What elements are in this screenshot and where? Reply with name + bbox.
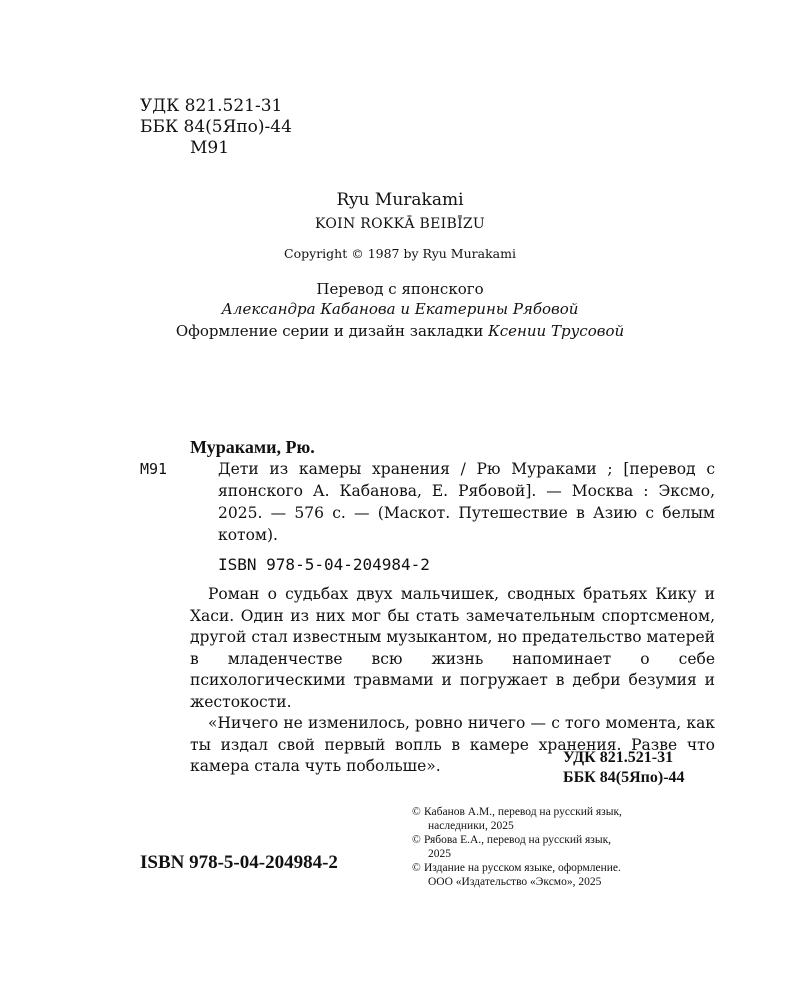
copyright-symbol: © [412, 806, 421, 818]
rights-item [412, 861, 712, 889]
copyright-symbol: © [412, 834, 421, 846]
rights-line: ООО «Издательство «Эксмо», 2025 [428, 876, 602, 888]
author-sign: М91 [190, 138, 230, 158]
copyright-notices [412, 805, 712, 889]
udk-bbk-block-bottom [563, 748, 685, 788]
rights-line: 2025 [428, 848, 451, 860]
card-description-block [140, 458, 715, 546]
isbn-bottom: ISBN 978-5-04-204984-2 [140, 852, 338, 873]
rights-line: наследники, 2025 [428, 820, 514, 832]
rights-item [412, 805, 712, 833]
design-label: Оформление серии и дизайн закладки [175, 322, 484, 340]
rights-line: Рябова Е.А., перевод на русский язык, [424, 834, 612, 846]
translators: Александра Кабанова и Екатерины Рябовой [221, 300, 579, 318]
card-author-heading: Мураками, Рю. [190, 437, 315, 457]
card-author-sign: М91 [140, 460, 168, 478]
card-description: Дети из камеры хранения / Рю Мураками ; [перевод с японского А. Кабанова, Е. Рябовой]. — Москва : Эксмо, 2025. — 576 с. — (Маскот. Путешествие в Азию с белым котом). [218, 460, 715, 544]
rights-line: Издание на русском языке, оформление. [424, 862, 621, 874]
udk-bbk-block-top [140, 96, 292, 159]
designer-name: Ксении Трусовой [488, 322, 625, 340]
card-isbn: ISBN 978-5-04-204984-2 [218, 555, 430, 574]
bbk-code: ББК 84(5Япо)-44 [140, 117, 292, 137]
rights-item [412, 833, 712, 861]
udk-code: УДК 821.521-31 [140, 96, 283, 116]
original-author: Ryu Murakami [336, 190, 464, 210]
translation-credit [0, 279, 800, 319]
udk-code-bottom: УДК 821.521-31 [563, 749, 674, 766]
catalog-card [140, 436, 715, 778]
annotation-quote: «Ничего не изменилось, ровно ничего — с того момента, как ты издал свой первый вопль в камере хранения. Разве что камера стала чуть побольше». [190, 714, 715, 775]
bbk-code-bottom: ББК 84(5Япо)-44 [563, 769, 685, 786]
translation-label: Перевод с японского [316, 280, 484, 298]
annotation-paragraph: Роман о судьбах двух мальчишек, сводных братьях Кику и Хаси. Один из них мог бы стать замечательным спортсменом, другой стал известным музыкантом, но предательство матерей в младенчестве всю жизнь напоминает о себе психологическими травмами и погружает в дебри безумия и жестокости. [190, 585, 715, 711]
rights-line: Кабанов А.М., перевод на русский язык, [424, 806, 622, 818]
design-credit [0, 322, 800, 340]
copyright-symbol: © [412, 862, 421, 874]
original-title: KOIN ROKKĀ BEIBĪZU [314, 216, 486, 232]
original-copyright: Copyright © 1987 by Ryu Murakami [284, 246, 516, 261]
